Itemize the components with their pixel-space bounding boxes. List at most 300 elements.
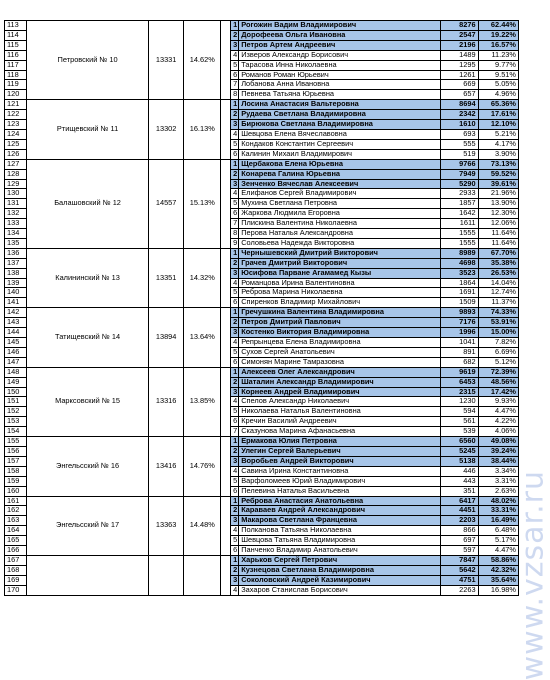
candidate-name-cell: Перова Наталья Александровна [239,229,441,239]
candidate-percent-cell: 73.13% [478,159,518,169]
candidate-votes-cell: 1041 [441,338,478,348]
candidate-position-cell: 5 [231,288,239,298]
candidate-percent-cell: 42.32% [478,565,518,575]
district-voters-cell: 13331 [148,21,183,100]
candidate-votes-cell: 1261 [441,70,478,80]
row-number-cell: 151 [5,397,27,407]
candidate-percent-cell: 9.51% [478,70,518,80]
candidate-position-cell: 1 [231,248,239,258]
site-watermark: www.vzsar.ru [515,470,550,680]
candidate-votes-cell: 657 [441,90,478,100]
candidate-position-cell: 8 [231,229,239,239]
candidate-percent-cell: 11.64% [478,238,518,248]
row-number-cell: 135 [5,238,27,248]
row-number-cell: 121 [5,100,27,110]
row-number-cell: 132 [5,209,27,219]
candidate-votes-cell: 8989 [441,248,478,258]
candidate-percent-cell: 3.31% [478,476,518,486]
district-name-cell: Энгельсский № 16 [27,437,149,496]
table-row [5,248,519,258]
spacer-cell [221,437,231,496]
candidate-position-cell: 3 [231,40,239,50]
candidate-position-cell: 6 [231,70,239,80]
candidate-name-cell: Костенко Виктория Владимировна [239,328,441,338]
candidate-name-cell: Макарова Светлана Францевна [239,516,441,526]
row-number-cell: 114 [5,30,27,40]
district-share-cell: 13.64% [184,308,221,367]
candidate-percent-cell: 4.17% [478,139,518,149]
candidate-percent-cell: 9.77% [478,60,518,70]
candidate-position-cell: 4 [231,397,239,407]
candidate-name-cell: Полканова Татьяна Николаевна [239,526,441,536]
candidate-name-cell: Реброва Марина Николаевна [239,288,441,298]
row-number-cell: 166 [5,546,27,556]
candidate-votes-cell: 1509 [441,298,478,308]
row-number-cell: 163 [5,516,27,526]
row-number-cell: 116 [5,50,27,60]
candidate-percent-cell: 4.47% [478,546,518,556]
candidate-votes-cell: 1555 [441,229,478,239]
table-row [5,496,519,506]
row-number-cell: 139 [5,278,27,288]
candidate-percent-cell: 48.56% [478,377,518,387]
candidate-votes-cell: 2203 [441,516,478,526]
candidate-votes-cell: 1996 [441,328,478,338]
spacer-cell [221,100,231,159]
district-voters-cell: 13302 [148,100,183,159]
candidate-name-cell: Караваев Андрей Александрович [239,506,441,516]
candidate-percent-cell: 12.06% [478,219,518,229]
table-row [5,100,519,110]
row-number-cell: 115 [5,40,27,50]
district-name-cell: Калининский № 13 [27,248,149,307]
spacer-cell [221,21,231,100]
candidate-percent-cell: 74.33% [478,308,518,318]
candidate-name-cell: Корнеев Андрей Владимирович [239,387,441,397]
candidate-name-cell: Конарева Галина Юрьевна [239,169,441,179]
candidate-position-cell: 1 [231,308,239,318]
candidate-name-cell: Шевцова Елена Вячеславовна [239,129,441,139]
district-voters-cell [148,555,183,595]
candidate-votes-cell: 1610 [441,120,478,130]
candidate-name-cell: Певнева Татьяна Юрьевна [239,90,441,100]
candidate-name-cell: Сказунова Марина Афанасьевна [239,427,441,437]
row-number-cell: 160 [5,486,27,496]
candidate-name-cell: Шаталин Александр Владимирович [239,377,441,387]
candidate-position-cell: 4 [231,278,239,288]
candidate-name-cell: Зенченко Вячеслав Алексеевич [239,179,441,189]
candidate-position-cell: 2 [231,318,239,328]
candidate-name-cell: Панченко Владимир Анатольевич [239,546,441,556]
candidate-percent-cell: 17.42% [478,387,518,397]
candidate-name-cell: Улегин Сергей Валерьевич [239,446,441,456]
candidate-position-cell: 3 [231,120,239,130]
candidate-percent-cell: 16.49% [478,516,518,526]
district-name-cell: Ртищевский № 11 [27,100,149,159]
candidate-name-cell: Шевцова Татьяна Владимировна [239,536,441,546]
district-share-cell: 15.13% [184,159,221,248]
candidate-percent-cell: 59.52% [478,169,518,179]
candidate-percent-cell: 65.36% [478,100,518,110]
candidate-votes-cell: 9766 [441,159,478,169]
candidate-percent-cell: 38.44% [478,456,518,466]
candidate-position-cell: 7 [231,427,239,437]
candidate-name-cell: Савина Ирина Константиновна [239,466,441,476]
candidate-position-cell: 7 [231,80,239,90]
candidate-position-cell: 6 [231,546,239,556]
candidate-percent-cell: 12.10% [478,120,518,130]
table-row [5,159,519,169]
row-number-cell: 130 [5,189,27,199]
table-row [5,21,519,31]
district-name-cell: Татищевский № 14 [27,308,149,367]
row-number-cell: 141 [5,298,27,308]
candidate-percent-cell: 21.96% [478,189,518,199]
candidate-name-cell: Пелевина Наталья Васильевна [239,486,441,496]
candidate-name-cell: Лосина Анастасия Вальтеровна [239,100,441,110]
candidate-position-cell: 3 [231,179,239,189]
candidate-percent-cell: 58.86% [478,555,518,565]
candidate-name-cell: Щербакова Елена Юрьевна [239,159,441,169]
row-number-cell: 144 [5,328,27,338]
candidate-percent-cell: 3.90% [478,149,518,159]
candidate-name-cell: Симонян Марине Тамразовна [239,357,441,367]
candidate-percent-cell: 33.31% [478,506,518,516]
row-number-cell: 169 [5,575,27,585]
candidate-position-cell: 5 [231,407,239,417]
candidate-position-cell: 9 [231,238,239,248]
row-number-cell: 153 [5,417,27,427]
candidate-votes-cell: 6560 [441,437,478,447]
candidate-name-cell: Тарасова Инна Николаевна [239,60,441,70]
candidate-percent-cell: 15.00% [478,328,518,338]
row-number-cell: 157 [5,456,27,466]
row-number-cell: 119 [5,80,27,90]
candidate-votes-cell: 539 [441,427,478,437]
candidate-percent-cell: 49.08% [478,437,518,447]
candidate-percent-cell: 2.63% [478,486,518,496]
candidate-percent-cell: 4.06% [478,427,518,437]
row-number-cell: 123 [5,120,27,130]
candidate-votes-cell: 1230 [441,397,478,407]
candidate-votes-cell: 2547 [441,30,478,40]
candidate-position-cell: 1 [231,367,239,377]
candidate-name-cell: Репрынцева Елена Владимировна [239,338,441,348]
candidate-votes-cell: 2342 [441,110,478,120]
district-name-cell [27,555,149,595]
candidate-percent-cell: 6.48% [478,526,518,536]
candidate-name-cell: Петров Артем Андреевич [239,40,441,50]
candidate-percent-cell: 17.61% [478,110,518,120]
district-share-cell: 14.32% [184,248,221,307]
candidate-name-cell: Соколовский Андрей Казимирович [239,575,441,585]
candidate-position-cell: 1 [231,159,239,169]
spacer-cell [221,367,231,436]
candidate-position-cell: 2 [231,30,239,40]
row-number-cell: 118 [5,70,27,80]
candidate-position-cell: 3 [231,516,239,526]
candidate-name-cell: Мухина Светлана Петровна [239,199,441,209]
row-number-cell: 149 [5,377,27,387]
candidate-votes-cell: 555 [441,139,478,149]
row-number-cell: 126 [5,149,27,159]
candidate-position-cell: 5 [231,536,239,546]
row-number-cell: 154 [5,427,27,437]
candidate-position-cell: 3 [231,387,239,397]
candidate-votes-cell: 9619 [441,367,478,377]
candidate-votes-cell: 561 [441,417,478,427]
candidate-position-cell: 2 [231,446,239,456]
candidate-percent-cell: 13.90% [478,199,518,209]
candidate-percent-cell: 4.96% [478,90,518,100]
candidate-position-cell: 1 [231,21,239,31]
district-share-cell: 14.76% [184,437,221,496]
row-number-cell: 143 [5,318,27,328]
candidate-name-cell: Николаева Наталья Валентиновна [239,407,441,417]
row-number-cell: 113 [5,21,27,31]
candidate-votes-cell: 2315 [441,387,478,397]
candidate-position-cell: 1 [231,437,239,447]
candidate-votes-cell: 682 [441,357,478,367]
row-number-cell: 137 [5,258,27,268]
district-name-cell: Энгельсский № 17 [27,496,149,555]
candidate-percent-cell: 16.98% [478,585,518,595]
row-number-cell: 129 [5,179,27,189]
candidate-votes-cell: 1864 [441,278,478,288]
spacer-cell [221,159,231,248]
candidate-name-cell: Рудаева Светлана Владимировна [239,110,441,120]
candidate-percent-cell: 5.05% [478,80,518,90]
candidate-votes-cell: 6417 [441,496,478,506]
candidate-votes-cell: 1642 [441,209,478,219]
candidate-position-cell: 7 [231,219,239,229]
district-name-cell: Марксовский № 15 [27,367,149,436]
spacer-cell [221,308,231,367]
row-number-cell: 147 [5,357,27,367]
candidate-votes-cell: 866 [441,526,478,536]
candidate-name-cell: Алексеев Олег Александрович [239,367,441,377]
candidate-percent-cell: 48.02% [478,496,518,506]
row-number-cell: 122 [5,110,27,120]
row-number-cell: 131 [5,199,27,209]
candidate-percent-cell: 4.22% [478,417,518,427]
table-row [5,367,519,377]
district-voters-cell: 13416 [148,437,183,496]
row-number-cell: 134 [5,229,27,239]
row-number-cell: 145 [5,338,27,348]
candidate-name-cell: Петров Дмитрий Павлович [239,318,441,328]
district-share-cell [184,555,221,595]
candidate-position-cell: 2 [231,377,239,387]
candidate-position-cell: 6 [231,298,239,308]
candidate-votes-cell: 1857 [441,199,478,209]
spacer-cell [221,496,231,555]
candidate-votes-cell: 446 [441,466,478,476]
row-number-cell: 168 [5,565,27,575]
candidate-position-cell: 1 [231,100,239,110]
candidate-name-cell: Харьков Сергей Петрович [239,555,441,565]
candidate-name-cell: Кузнецова Светлана Владимировна [239,565,441,575]
candidate-position-cell: 2 [231,169,239,179]
row-number-cell: 167 [5,555,27,565]
candidate-votes-cell: 443 [441,476,478,486]
results-table [4,20,519,596]
candidate-name-cell: Грачев Дмитрий Викторович [239,258,441,268]
candidate-votes-cell: 2263 [441,585,478,595]
row-number-cell: 148 [5,367,27,377]
candidate-name-cell: Гречушкина Валентина Владимировна [239,308,441,318]
spacer-cell [221,555,231,595]
candidate-votes-cell: 7949 [441,169,478,179]
candidate-position-cell: 4 [231,338,239,348]
candidate-percent-cell: 14.04% [478,278,518,288]
row-number-cell: 161 [5,496,27,506]
candidate-name-cell: Захаров Станислав Борисович [239,585,441,595]
candidate-votes-cell: 1555 [441,238,478,248]
candidate-votes-cell: 4751 [441,575,478,585]
candidate-votes-cell: 5642 [441,565,478,575]
candidate-votes-cell: 2933 [441,189,478,199]
candidate-name-cell: Романцова Ирина Валентиновна [239,278,441,288]
candidate-votes-cell: 4451 [441,506,478,516]
candidate-percent-cell: 5.17% [478,536,518,546]
candidate-position-cell: 1 [231,555,239,565]
row-number-cell: 155 [5,437,27,447]
candidate-votes-cell: 6453 [441,377,478,387]
candidate-name-cell: Ермакова Юлия Петровна [239,437,441,447]
candidate-percent-cell: 35.64% [478,575,518,585]
candidate-votes-cell: 8694 [441,100,478,110]
row-number-cell: 165 [5,536,27,546]
district-voters-cell: 13363 [148,496,183,555]
candidate-votes-cell: 8276 [441,21,478,31]
district-voters-cell: 13316 [148,367,183,436]
candidate-name-cell: Воробьев Андрей Викторович [239,456,441,466]
candidate-position-cell: 6 [231,486,239,496]
candidate-percent-cell: 5.21% [478,129,518,139]
candidate-votes-cell: 2196 [441,40,478,50]
candidate-votes-cell: 3523 [441,268,478,278]
candidate-votes-cell: 1489 [441,50,478,60]
candidate-position-cell: 3 [231,328,239,338]
candidate-name-cell: Романов Роман Юрьевич [239,70,441,80]
candidate-name-cell: Юсифова Парване Агамамед Кызы [239,268,441,278]
candidate-votes-cell: 669 [441,80,478,90]
candidate-votes-cell: 1611 [441,219,478,229]
district-share-cell: 13.85% [184,367,221,436]
table-row [5,555,519,565]
candidate-position-cell: 5 [231,139,239,149]
candidate-votes-cell: 5290 [441,179,478,189]
candidate-position-cell: 3 [231,268,239,278]
row-number-cell: 158 [5,466,27,476]
row-number-cell: 140 [5,288,27,298]
candidate-votes-cell: 594 [441,407,478,417]
candidate-name-cell: Калинин Михаил Владимирович [239,149,441,159]
district-voters-cell: 13894 [148,308,183,367]
row-number-cell: 127 [5,159,27,169]
district-name-cell: Петровский № 10 [27,21,149,100]
candidate-position-cell: 5 [231,199,239,209]
candidate-percent-cell: 16.57% [478,40,518,50]
candidate-percent-cell: 35.38% [478,258,518,268]
district-voters-cell: 14557 [148,159,183,248]
table-row [5,437,519,447]
candidate-name-cell: Лобанова Анна Ивановна [239,80,441,90]
candidate-votes-cell: 891 [441,347,478,357]
candidate-percent-cell: 39.61% [478,179,518,189]
candidate-name-cell: Изверов Александр Борисович [239,50,441,60]
candidate-votes-cell: 1691 [441,288,478,298]
candidate-votes-cell: 7847 [441,555,478,565]
candidate-position-cell: 5 [231,347,239,357]
candidate-name-cell: Плискина Валентина Николаевна [239,219,441,229]
candidate-votes-cell: 519 [441,149,478,159]
candidate-percent-cell: 3.34% [478,466,518,476]
candidate-position-cell: 2 [231,565,239,575]
candidate-votes-cell: 4698 [441,258,478,268]
candidate-position-cell: 3 [231,575,239,585]
results-table-body [5,21,519,596]
candidate-position-cell: 6 [231,209,239,219]
candidate-position-cell: 3 [231,456,239,466]
row-number-cell: 138 [5,268,27,278]
candidate-votes-cell: 693 [441,129,478,139]
row-number-cell: 170 [5,585,27,595]
district-share-cell: 14.62% [184,21,221,100]
candidate-position-cell: 6 [231,417,239,427]
candidate-votes-cell: 351 [441,486,478,496]
candidate-name-cell: Дорофеева Ольга Ивановна [239,30,441,40]
candidate-percent-cell: 53.91% [478,318,518,328]
candidate-votes-cell: 7176 [441,318,478,328]
row-number-cell: 162 [5,506,27,516]
candidate-position-cell: 4 [231,466,239,476]
candidate-percent-cell: 39.24% [478,446,518,456]
candidate-name-cell: Варфоломеев Юрий Владимирович [239,476,441,486]
row-number-cell: 159 [5,476,27,486]
candidate-percent-cell: 5.12% [478,357,518,367]
candidate-percent-cell: 62.44% [478,21,518,31]
district-share-cell: 16.13% [184,100,221,159]
candidate-percent-cell: 11.64% [478,229,518,239]
candidate-position-cell: 4 [231,50,239,60]
candidate-percent-cell: 6.69% [478,347,518,357]
candidate-percent-cell: 7.82% [478,338,518,348]
district-share-cell: 14.48% [184,496,221,555]
row-number-cell: 164 [5,526,27,536]
candidate-position-cell: 2 [231,258,239,268]
candidate-position-cell: 6 [231,357,239,367]
row-number-cell: 125 [5,139,27,149]
candidate-name-cell: Спиренков Владимир Михайлович [239,298,441,308]
candidate-position-cell: 2 [231,506,239,516]
table-row [5,308,519,318]
candidate-position-cell: 4 [231,585,239,595]
candidate-position-cell: 5 [231,476,239,486]
candidate-percent-cell: 12.74% [478,288,518,298]
candidate-name-cell: Жаркова Людмила Егоровна [239,209,441,219]
candidate-name-cell: Кондаков Константин Сергеевич [239,139,441,149]
row-number-cell: 146 [5,347,27,357]
candidate-name-cell: Чернышевский Дмитрий Викторович [239,248,441,258]
district-name-cell: Балашовский № 12 [27,159,149,248]
spacer-cell [221,248,231,307]
row-number-cell: 120 [5,90,27,100]
candidate-votes-cell: 697 [441,536,478,546]
candidate-votes-cell: 9893 [441,308,478,318]
candidate-votes-cell: 1295 [441,60,478,70]
